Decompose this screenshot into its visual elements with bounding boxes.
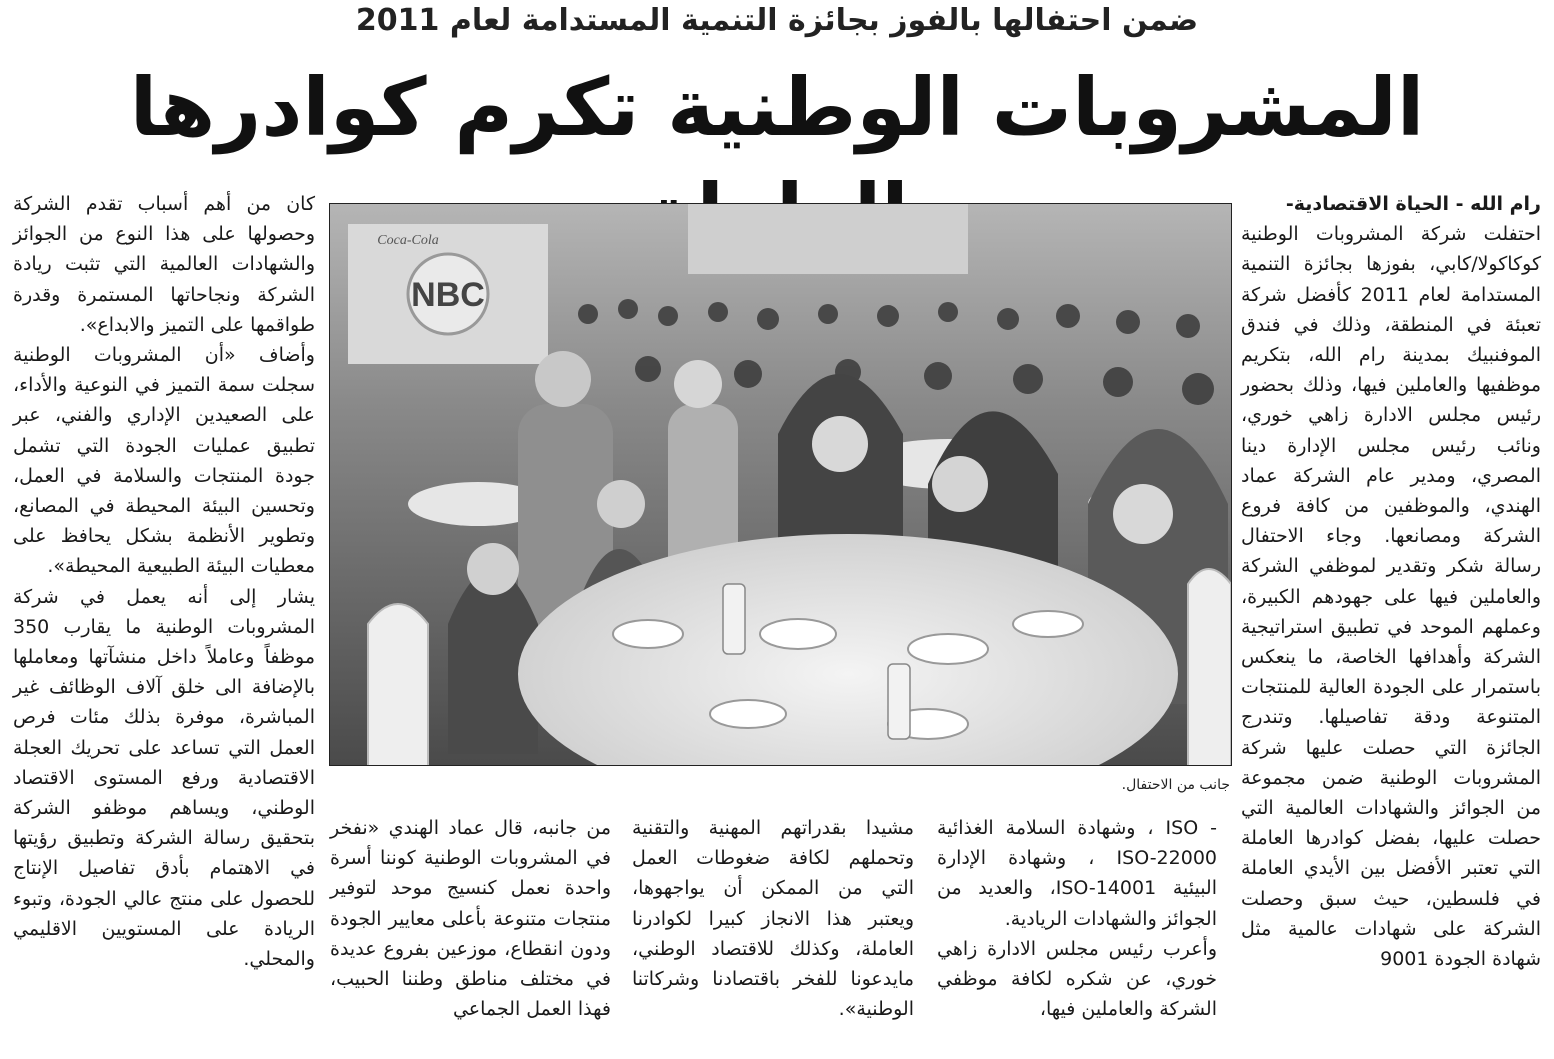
article-paragraph: مشيدا بقدراتهم المهنية والتقنية وتحملهم لكافة ضغوطات العمل التي من الممكن أن يواجهوها، ويعتبر هذا الانجاز كبيرا لكوادرنا العاملة، وكذلك للاقتصاد الوطني، مايدعونا للفخر باقتصادنا وشركاتنا الوطنية». [632,817,914,1021]
article-column-right [1241,189,1541,974]
article-column-left [13,189,315,974]
article-paragraph: يشار إلى أنه يعمل في شركة المشروبات الوطنية ما يقارب 350 موظفاً وعاملاً داخل منشآتها ومعاملها بالإضافة الى خلق آلاف الوظائف غير المباشرة، موفرة بذلك مئات فرص العمل التي تساعد على تحريك العجلة الاقتصادية ورفع المستوى الاقتصاد الوطني، ويساهم موظفو الشركة بتحقيق رسالة الشركة وتطبيق رؤيتها في الاهتمام بأدق تفاصيل الإنتاج للحصول على منتج عالي الجودة، وتبوء الريادة على المستويين الاقليمي والمحلي. [13,585,315,971]
article-paragraph: وأضاف «أن المشروبات الوطنية سجلت سمة التميز في النوعية والأداء، على الصعيدين الإداري والفني، عبر تطبيق عمليات الجودة التي تشمل جودة المنتجات والسلامة في العمل، وتحسين البيئة المحيطة في المصانع، وتطوير الأنظمة بشكل يحافظ على معطيات البيئة الطبيعية المحيطة». [13,344,315,578]
article-column-bottom-1 [937,813,1217,1024]
article-column-bottom-3 [330,813,611,1024]
article-column-bottom-2 [632,813,914,1024]
photo-caption: جانب من الاحتفال. [1121,777,1230,793]
nbc-logo: NBC [411,276,485,314]
article-dateline: رام الله - الحياة الاقتصادية- [1285,193,1541,215]
article-paragraph: - ISO ، وشهادة السلامة الغذائية ISO-22000 ، وشهادة الإدارة البيئية ISO-14001، والعديد من الجوائز والشهادات الريادية. [937,817,1218,930]
article-kicker: ضمن احتفالها بالفوز بجائزة التنمية المستدامة لعام 2011 [355,3,1199,38]
event-photo [329,203,1232,766]
article-paragraph: وأعرب رئيس مجلس الادارة زاهي خوري، عن شكره لكافة موظفي الشركة والعاملين فيها، [937,937,1217,1021]
article-paragraph: كان من أهم أسباب تقدم الشركة وحصولها على هذا النوع من الجوائز والشهادات العالمية التي تثبت ريادة الشركة ونجاحاتها المستمرة وقدرة طواقمها على التميز والابداع». [13,193,315,336]
article-paragraph: احتفلت شركة المشروبات الوطنية كوكاكولا/كابي، بفوزها بجائزة التنمية المستدامة لعام 2011 كأفضل شركة تعبئة في المنطقة، وذلك في فندق الموفنبيك بمدينة رام الله، بتكريم موظفيها والعاملين فيها، وذلك بحضور رئيس مجلس الادارة زاهي خوري، ونائب رئيس مجلس الإدارة دينا المصري، ومدير عام الشركة عماد الهندي، والموظفين من كافة فروع الشركة ومصانعها. وجاء الاحتفال رسالة شكر وتقدير لموظفي الشركة والعاملين فيها على جهودهم الكبيرة، وعملهم الموحد في تطبيق استراتيجية الشركة وأهدافها الخاصة، ما ينعكس باستمرار على الجودة العالية للمنتجات المتنوعة ودقة تفاصيلها. وتندرج الجائزة التي حصلت عليها شركة المشروبات الوطنية ضمن مجموعة من الجوائز والشهادات العالمية التي حصلت عليها، بفضل كوادرها العاملة التي تعتبر الأفضل بين الأيدي العاملة في فلسطين، حيث سبق وحصلت الشركة على شهادات عالمية مثل شهادة الجودة 9001 [1241,223,1541,971]
article-paragraph: من جانبه، قال عماد الهندي «نفخر في المشروبات الوطنية كوننا أسرة واحدة نعمل كنسيج موحد لتوفير منتجات متنوعة بأعلى معايير الجودة ودون انقطاع، موزعين بفروع عديدة في مختلف مناطق وطننا الحبيب، فهذا العمل الجماعي [330,817,611,1021]
coca-cola-banner: Coca-Cola [377,233,439,248]
article-headline: المشروبات الوطنية تكرم كوادرها [129,61,1425,154]
